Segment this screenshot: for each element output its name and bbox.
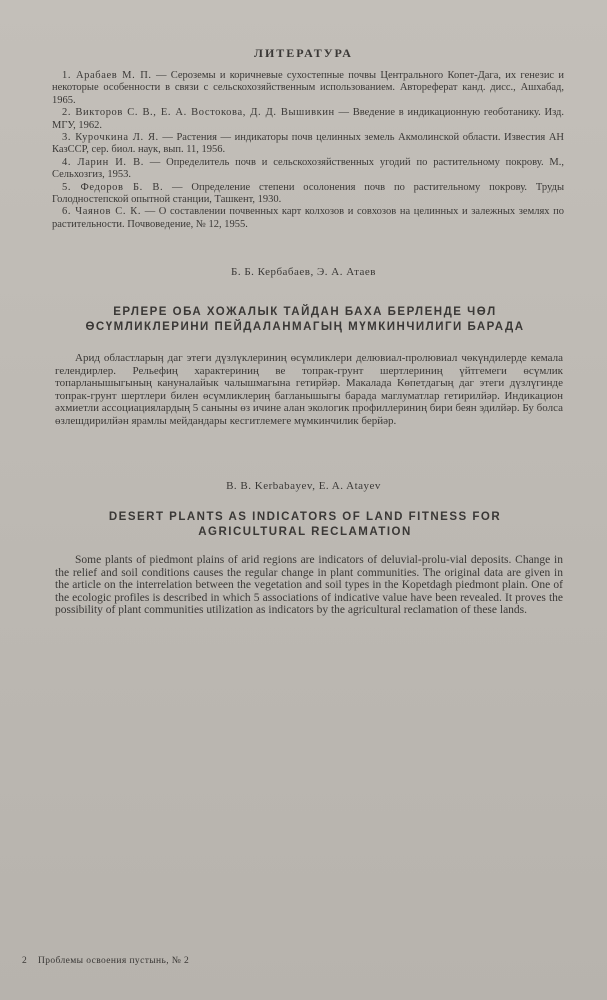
page-number: 2 (22, 956, 28, 966)
reference-item (52, 107, 564, 132)
english-title (60, 510, 550, 540)
english-title-line: DESERT PLANTS AS INDICATORS OF LAND FITNESS FOR (108, 511, 502, 523)
reference-author: 3. Курочкина Л. Я. (62, 132, 159, 144)
reference-item (52, 132, 564, 157)
reference-text: — Введение в индикационную геоботанику. Изд. МГУ, 1962. (52, 107, 564, 131)
reference-text: — Определение степени осолонения почв по растительному покрову. Труды Голодностепской опытной станции, Ташкент, 1930. (52, 181, 565, 206)
english-title-line: AGRICULTURAL RECLAMATION (198, 526, 412, 538)
reference-text: — Определитель почв и сельскохозяйственных угодий по растительному покрову. М., Сельхозгиз, 1953. (52, 156, 564, 181)
references-heading: ЛИТЕРАТУРА (254, 46, 353, 60)
english-abstract: Some plants of piedmont plains of arid regions are indicators of deluvial-prolu-vial deposits. Change in the relief and soil conditions causes the regular change in plant communities. The original data are given in the article on the interrelation between the vegetation and soil types in the Kopetdagh piedmont plain. One of the ecologic profiles is described in which 5 associations of indicative value have been revealed. It proves the possibility of plant communities utilization as indicators by the agricultural reclamation of these lands. (55, 554, 563, 617)
reference-item (52, 206, 564, 231)
page-footer (22, 956, 189, 966)
turkmen-title-line: ӨСҮМЛИКЛЕРИНИ ПЕЙДАЛАНМАГЫҢ МҮМКИНЧИЛИГИ БАРАДА (85, 321, 525, 333)
reference-text: — Сероземы и коричневые сухостепные почвы Центрального Копет-Дага, их генезис и некоторые особенности в связи с сельскохозяйственным использованием. Автореферат канд. дисс., Ашхабад, 1965. (52, 70, 565, 106)
turkmen-title-line: ЕРЛЕРЕ ОБА ХОЖАЛЫК ТАЙДАН БАХА БЕРЛЕНДЕ ЧӨЛ (113, 306, 497, 318)
turkmen-authors: Б. Б. Кербабаев, Э. А. Атаев (231, 266, 376, 278)
reference-author: 1. Арабаев М. П. (62, 70, 152, 81)
reference-author: 5. Федоров Б. В. (62, 181, 164, 193)
english-authors: B. B. Kerbabayev, E. A. Atayev (226, 480, 381, 492)
turkmen-title (60, 305, 550, 335)
reference-author: 6. Чаянов С. К. (62, 206, 142, 218)
reference-author: 2. Викторов С. В., Е. А. Востокова, Д. Д. Вышивкин (62, 107, 335, 119)
reference-item (52, 157, 564, 182)
turkmen-abstract: Арид областларыӊ даг этеги дүзлүклериниң өсүмликлери делювиал-пролювиал чөкүндилерде кемала гелендирлер. Рельефиң характериниң ве топрак-грунт шертлериниң үйтгемеги өсүмлик топарланышыгының кануналайык чалышмагына гетирйәр. Макалада Көпетдагың даг этеги дүзлүгинде топрак-грунт шертлери билен өсүмликлериң багланышыгы барада маглуматлар гетирилйәр. Индикацион әхмиетли ассоциациялардың 5 саныны өз ичине алан экологик профиллериниң бири беян эдилйәр. Бу болса өзлешдирилйән ярамлы мейдандары кесгитлемеге мүмкинчилик берйәр. (55, 352, 563, 427)
reference-author: 4. Ларин И. В. (62, 156, 144, 168)
reference-item (52, 182, 564, 207)
reference-item (52, 70, 564, 107)
reference-text: — О составлении почвенных карт колхозов и совхозов на целинных и залежных землях по растительности. Почвоведение, № 12, 1955. (52, 206, 565, 230)
journal-name: Проблемы освоения пустынь, № 2 (37, 956, 190, 966)
reference-text: — Растения — индикаторы почв целинных земель Акмолинской области. Известия АН КазССР, сер. биол. наук, вып. 11, 1956. (52, 132, 565, 156)
references-list (52, 70, 564, 231)
